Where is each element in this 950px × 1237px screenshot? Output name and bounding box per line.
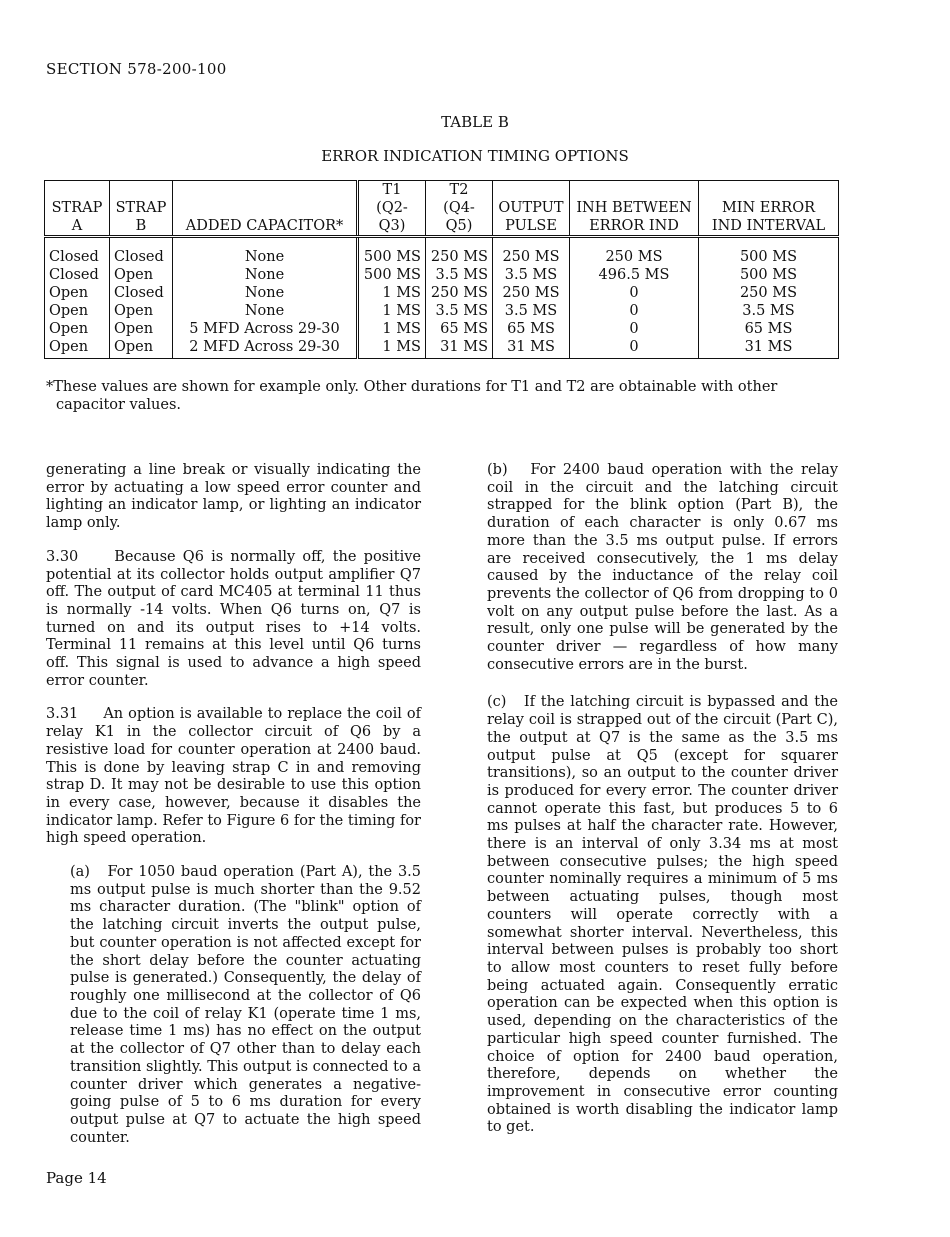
table-footnote bbox=[46, 378, 846, 414]
paragraph-text: For 1050 baud operation (Part A), the 3.5 ms output pulse is much shorter than the 9.52 ms character duration. (The "blink" option of the latching circuit inverts the output pulse, but counter operation is not affected except for the short delay before the counter actuating pulse is generated.) Consequently, the delay of roughly one millisecond at the collector of Q6 due to the coil of relay K1 (operate time 1 ms, release time 1 ms) has no effect on the output at the collector of Q7 other than to delay each transition slightly. This output is connected to a counter driver which generates a negative-going pulse of 5 to 6 ms duration for every output pulse at Q7 to actuate the high speed counter. bbox=[70, 864, 422, 1146]
col-header-t1: T1 (Q2-Q3) bbox=[358, 181, 426, 237]
table-row bbox=[45, 320, 839, 338]
cell-t1: 500 MS bbox=[358, 266, 426, 284]
table-row bbox=[45, 237, 839, 267]
page-number: Page 14 bbox=[46, 1169, 107, 1187]
cell-strap-b: Open bbox=[110, 302, 173, 320]
cell-capacitor: 2 MFD Across 29-30 bbox=[173, 338, 358, 359]
cell-min-interval: 31 MS bbox=[699, 338, 839, 359]
cell-inh-between: 0 bbox=[570, 302, 699, 320]
cell-min-interval: 65 MS bbox=[699, 320, 839, 338]
cell-t2: 250 MS bbox=[426, 284, 493, 302]
cell-output-pulse: 65 MS bbox=[493, 320, 570, 338]
section-header: SECTION 578-200-100 bbox=[46, 60, 227, 78]
cell-strap-a: Open bbox=[45, 320, 110, 338]
item-label: (a) bbox=[70, 864, 90, 881]
col-header-t2: T2 (Q4-Q5) bbox=[426, 181, 493, 237]
cell-t1: 1 MS bbox=[358, 284, 426, 302]
cell-capacitor: None bbox=[173, 284, 358, 302]
cell-t1: 1 MS bbox=[358, 338, 426, 359]
paragraph-intro: generating a line break or visually indicating the error by actuating a low speed error counter and lighting an indicator lamp, or lighting an indicator lamp only. bbox=[46, 462, 421, 532]
cell-min-interval: 500 MS bbox=[699, 266, 839, 284]
cell-min-interval: 250 MS bbox=[699, 284, 839, 302]
cell-capacitor: None bbox=[173, 237, 358, 267]
cell-min-interval: 500 MS bbox=[699, 237, 839, 267]
table-row bbox=[45, 284, 839, 302]
cell-strap-b: Open bbox=[110, 266, 173, 284]
paragraph-text: For 2400 baud operation with the relay coil in the circuit and the latching circuit strapped for the blink option (Part B), the duration of each character is only 0.67 ms more than the 3.5 ms output pulse. If errors are received consecutively, the 1 ms delay caused by the inductance of the relay coil prevents the collector of Q6 from dropping to 0 volt on any output pulse before the last. As a result, only one pulse will be generated by the counter driver — regardless of how many consecutive errors are in the burst. bbox=[487, 462, 839, 673]
col-header-inh-between: INH BETWEEN ERROR IND bbox=[570, 181, 699, 237]
cell-strap-a: Closed bbox=[45, 266, 110, 284]
paragraph-number: 3.31 bbox=[46, 706, 79, 723]
table-header-row bbox=[45, 181, 839, 237]
cell-t2: 250 MS bbox=[426, 237, 493, 267]
cell-capacitor: None bbox=[173, 302, 358, 320]
cell-output-pulse: 250 MS bbox=[493, 284, 570, 302]
table-row bbox=[45, 338, 839, 359]
footnote-line-2: capacitor values. bbox=[56, 397, 181, 413]
cell-t1: 1 MS bbox=[358, 320, 426, 338]
col-header-min-error: MIN ERROR IND INTERVAL bbox=[699, 181, 839, 237]
cell-strap-b: Open bbox=[110, 320, 173, 338]
cell-output-pulse: 3.5 MS bbox=[493, 266, 570, 284]
cell-strap-a: Open bbox=[45, 284, 110, 302]
paragraph-text: Because Q6 is normally off, the positive potential at its collector holds output amplifier Q7 off. The output of card MC405 at terminal 11 thus is normally -14 volts. When Q6 turns on, Q7 is turned on and its output rises to +14 volts. Terminal 11 remains at this level until Q6 turns off. This signal is used to advance a high speed error counter. bbox=[46, 548, 421, 689]
col-header-output-pulse: OUTPUT PULSE bbox=[493, 181, 570, 237]
cell-inh-between: 0 bbox=[570, 284, 699, 302]
timing-options-table bbox=[44, 180, 839, 359]
paragraph-3-31 bbox=[46, 706, 421, 848]
cell-t1: 500 MS bbox=[358, 237, 426, 267]
paragraph-number: 3.30 bbox=[46, 548, 79, 565]
cell-t2: 65 MS bbox=[426, 320, 493, 338]
paragraph-c bbox=[487, 694, 838, 1137]
col-header-strap-a: STRAP A bbox=[45, 181, 110, 237]
paragraph-text: If the latching circuit is bypassed and the relay coil is strapped out of the circuit (Part C), the output at Q7 is the same as the 3.5 ms output pulse at Q5 (except for squarer transitions), so an output to the counter driver is produced for every error. The counter driver cannot operate this fast, but produces 5 to 6 ms pulses at half the character rate. However, there is an interval of only 3.34 ms at most between consecutive pulses; the high speed counter nominally requires a minimum of 5 ms between actuating pulses, though most counters will operate correctly with a somewhat shorter interval. Nevertheless, this interval between pulses is probably too short to allow most counters to reset fully before being actuated again. Consequently erratic operation can be expected when this option is used, depending on the characteristics of the particular high speed counter furnished. The choice of option for 2400 baud operation, therefore, depends on whether the improvement in consecutive error counting obtained is worth disabling the indicator lamp to get. bbox=[487, 694, 838, 1136]
right-column bbox=[487, 462, 838, 1153]
cell-output-pulse: 250 MS bbox=[493, 237, 570, 267]
cell-strap-b: Closed bbox=[110, 237, 173, 267]
paragraph-3-30 bbox=[46, 549, 421, 691]
cell-t2: 3.5 MS bbox=[426, 302, 493, 320]
cell-strap-a: Open bbox=[45, 338, 110, 359]
item-label: (c) bbox=[487, 694, 507, 711]
col-header-added-capacitor: ADDED CAPACITOR* bbox=[173, 181, 358, 237]
cell-strap-a: Closed bbox=[45, 237, 110, 267]
table-row bbox=[45, 266, 839, 284]
item-label: (b) bbox=[487, 462, 508, 478]
cell-output-pulse: 31 MS bbox=[493, 338, 570, 359]
left-column bbox=[46, 462, 421, 1163]
cell-capacitor: None bbox=[173, 266, 358, 284]
cell-t1: 1 MS bbox=[358, 302, 426, 320]
cell-inh-between: 250 MS bbox=[570, 237, 699, 267]
col-header-strap-b: STRAP B bbox=[110, 181, 173, 237]
table-row bbox=[45, 302, 839, 320]
cell-inh-between: 0 bbox=[570, 338, 699, 359]
cell-strap-a: Open bbox=[45, 302, 110, 320]
paragraph-b bbox=[487, 462, 838, 674]
cell-capacitor: 5 MFD Across 29-30 bbox=[173, 320, 358, 338]
paragraph-a bbox=[46, 864, 421, 1147]
cell-min-interval: 3.5 MS bbox=[699, 302, 839, 320]
table-subtitle: ERROR INDICATION TIMING OPTIONS bbox=[321, 147, 629, 165]
cell-output-pulse: 3.5 MS bbox=[493, 302, 570, 320]
cell-t2: 31 MS bbox=[426, 338, 493, 359]
paragraph-text: An option is available to replace the coil of relay K1 in the collector circuit of Q6 by a resistive load for counter operation at 2400 baud. This is done by leaving strap C in and removing strap D. It may not be desirable to use this option in every case, however, because it disables the indicator lamp. Refer to Figure 6 for the timing for high speed operation. bbox=[46, 706, 422, 847]
cell-t2: 3.5 MS bbox=[426, 266, 493, 284]
cell-strap-b: Closed bbox=[110, 284, 173, 302]
cell-inh-between: 496.5 MS bbox=[570, 266, 699, 284]
cell-strap-b: Open bbox=[110, 338, 173, 359]
footnote-line-1: *These values are shown for example only. Other durations for T1 and T2 are obtainable with other bbox=[46, 379, 778, 395]
table-title: TABLE B bbox=[441, 113, 509, 131]
cell-inh-between: 0 bbox=[570, 320, 699, 338]
